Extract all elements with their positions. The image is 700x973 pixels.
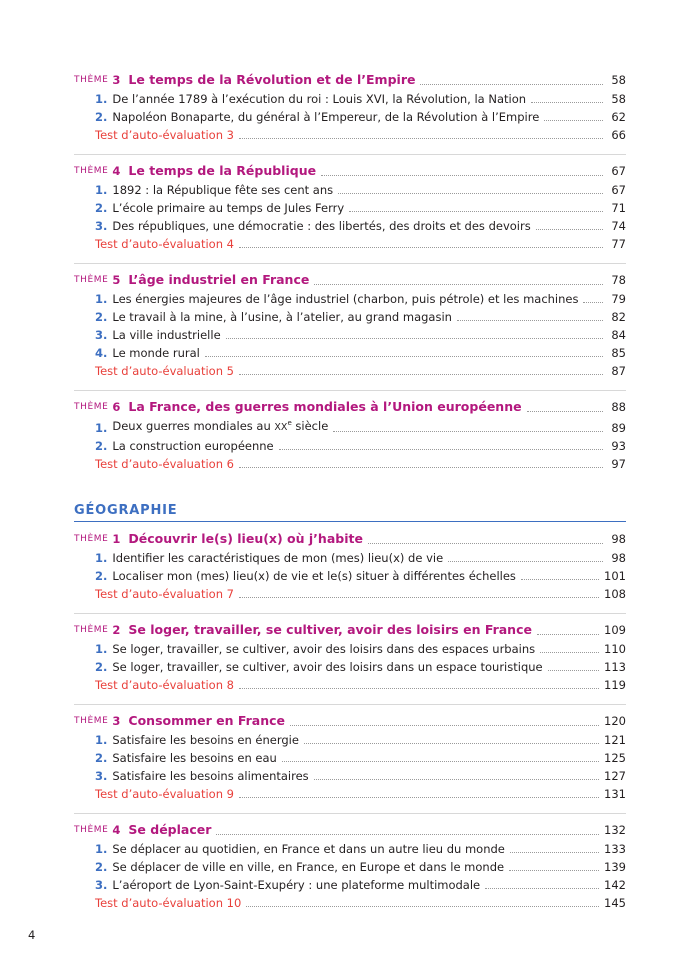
theme-row[interactable]: [74, 620, 626, 640]
chapter-number: 1.: [95, 551, 108, 565]
chapter-title: Se déplacer de ville en ville, en France, en Europe et dans le monde: [112, 860, 505, 874]
chapter-row[interactable]: [74, 199, 626, 217]
chapter-number: 3.: [95, 878, 108, 892]
chapter-number: 2.: [95, 201, 108, 215]
theme-label: THÈME: [74, 75, 109, 85]
chapter-title: Se déplacer au quotidien, en France et dans un autre lieu du monde: [112, 842, 505, 856]
dot-leader: [420, 84, 603, 85]
chapter-title: Satisfaire les besoins alimentaires: [112, 769, 309, 783]
chapter-page-number: 67: [611, 183, 626, 197]
dot-leader: [544, 120, 603, 121]
chapter-title: Les énergies majeures de l’âge industriel (charbon, puis pétrole) et les machines: [112, 292, 579, 306]
chapter-number: 4.: [95, 346, 108, 360]
theme-title: Se déplacer: [128, 822, 212, 837]
theme-row[interactable]: [74, 820, 626, 840]
theme-page-number: 67: [611, 164, 626, 178]
chapter-title: 1892 : la République fête ses cent ans: [112, 183, 334, 197]
dot-leader: [239, 138, 603, 139]
chapter-row[interactable]: [74, 290, 626, 308]
dot-leader: [485, 888, 599, 889]
theme-block: [74, 613, 626, 694]
theme-row[interactable]: [74, 70, 626, 90]
test-label: Test d’auto-évaluation 4: [95, 237, 234, 251]
theme-label: THÈME: [74, 534, 109, 544]
chapter-number: 1.: [95, 183, 108, 197]
theme-number: 2: [112, 623, 121, 637]
test-label: Test d’auto-évaluation 5: [95, 364, 234, 378]
chapter-row[interactable]: [74, 731, 626, 749]
chapter-row[interactable]: [74, 858, 626, 876]
test-row[interactable]: [74, 785, 626, 803]
test-label: Test d’auto-évaluation 10: [95, 896, 242, 910]
theme-number: 1: [112, 532, 121, 546]
test-label: Test d’auto-évaluation 8: [95, 678, 234, 692]
theme-label: THÈME: [74, 166, 109, 176]
century-numeral: XX: [274, 422, 288, 433]
dot-leader: [509, 870, 599, 871]
test-page-number: 131: [604, 787, 626, 801]
theme-row[interactable]: [74, 529, 626, 549]
theme-page-number: 132: [604, 823, 626, 837]
chapter-number: 1.: [95, 92, 108, 106]
chapter-row[interactable]: [74, 767, 626, 785]
test-page-number: 97: [611, 457, 626, 471]
theme-number: 3: [112, 73, 121, 87]
dot-leader: [349, 211, 603, 212]
theme-title: L’âge industriel en France: [128, 272, 310, 287]
chapter-title: Localiser mon (mes) lieu(x) de vie et le(s) situer à différentes échelles: [112, 569, 516, 583]
dot-leader: [314, 779, 599, 780]
dot-leader: [314, 284, 603, 285]
chapter-row[interactable]: [74, 437, 626, 455]
dot-leader: [338, 193, 603, 194]
chapter-page-number: 62: [611, 110, 626, 124]
theme-page-number: 58: [611, 73, 626, 87]
geographie-section: [74, 523, 626, 912]
chapter-number: 2.: [95, 751, 108, 765]
test-row[interactable]: [74, 676, 626, 694]
chapter-title: Le travail à la mine, à l’usine, à l’atelier, au grand magasin: [112, 310, 452, 324]
chapter-page-number: 84: [611, 328, 626, 342]
test-row[interactable]: [74, 235, 626, 253]
dot-leader: [531, 102, 603, 103]
dot-leader: [290, 725, 599, 726]
chapter-number: 2.: [95, 569, 108, 583]
dot-leader: [540, 652, 599, 653]
dot-leader: [521, 579, 599, 580]
dot-leader: [239, 374, 603, 375]
theme-number: 3: [112, 714, 121, 728]
chapter-page-number: 101: [604, 569, 626, 583]
chapter-row[interactable]: [74, 308, 626, 326]
chapter-number: 2.: [95, 310, 108, 324]
chapter-row[interactable]: [74, 108, 626, 126]
dot-leader: [510, 852, 599, 853]
chapter-title: De l’année 1789 à l’exécution du roi : Louis XVI, la Révolution, la Nation: [112, 92, 527, 106]
theme-label: THÈME: [74, 625, 109, 635]
theme-page-number: 78: [611, 273, 626, 287]
theme-row[interactable]: [74, 711, 626, 731]
dot-leader: [239, 247, 603, 248]
theme-row[interactable]: [74, 270, 626, 290]
theme-title: Se loger, travailler, se cultiver, avoir des loisirs en France: [128, 622, 532, 637]
chapter-page-number: 93: [611, 439, 626, 453]
theme-label: THÈME: [74, 825, 109, 835]
chapter-number: 3.: [95, 769, 108, 783]
chapter-title: Se loger, travailler, se cultiver, avoir des loisirs dans un espace touristique: [112, 660, 543, 674]
dot-leader: [536, 229, 603, 230]
dot-leader: [282, 761, 599, 762]
theme-title: La France, des guerres mondiales à l’Union européenne: [128, 399, 522, 414]
chapter-number: 3.: [95, 219, 108, 233]
chapter-row[interactable]: [74, 840, 626, 858]
theme-block: [74, 390, 626, 473]
theme-row[interactable]: [74, 161, 626, 181]
theme-number: 6: [112, 400, 121, 414]
chapter-title: Satisfaire les besoins en énergie: [112, 733, 299, 747]
test-label: Test d’auto-évaluation 3: [95, 128, 234, 142]
test-page-number: 119: [604, 678, 626, 692]
chapter-row[interactable]: [74, 658, 626, 676]
dot-leader: [205, 356, 603, 357]
chapter-row[interactable]: [74, 181, 626, 199]
chapter-row[interactable]: [74, 549, 626, 567]
chapter-number: 2.: [95, 660, 108, 674]
chapter-number: 2.: [95, 439, 108, 453]
chapter-title: Napoléon Bonaparte, du général à l’Empereur, de la Révolution à l’Empire: [112, 110, 540, 124]
theme-number: 4: [112, 164, 121, 178]
dot-leader: [321, 175, 603, 176]
chapter-row[interactable]: [74, 326, 626, 344]
test-page-number: 145: [604, 896, 626, 910]
dot-leader: [246, 906, 599, 907]
dot-leader: [226, 338, 603, 339]
theme-page-number: 88: [611, 400, 626, 414]
chapter-page-number: 121: [604, 733, 626, 747]
table-of-contents: [74, 64, 626, 922]
chapter-page-number: 139: [604, 860, 626, 874]
chapter-page-number: 82: [611, 310, 626, 324]
dot-leader: [279, 449, 603, 450]
theme-label: THÈME: [74, 402, 109, 412]
test-page-number: 108: [604, 587, 626, 601]
chapter-title: [112, 417, 328, 437]
chapter-row[interactable]: [74, 417, 626, 437]
chapter-number: 1.: [95, 642, 108, 656]
section-heading-geographie: GÉOGRAPHIE: [74, 503, 626, 522]
theme-block: [74, 523, 626, 603]
dot-leader: [537, 634, 599, 635]
chapter-page-number: 133: [604, 842, 626, 856]
chapter-page-number: 58: [611, 92, 626, 106]
theme-title: Le temps de la République: [128, 163, 317, 178]
chapter-page-number: 110: [604, 642, 626, 656]
dot-leader: [239, 597, 599, 598]
chapter-number: 1.: [95, 421, 108, 435]
chapter-row[interactable]: [74, 344, 626, 362]
chapter-page-number: 71: [611, 201, 626, 215]
theme-row[interactable]: [74, 397, 626, 417]
dot-leader: [583, 302, 603, 303]
dot-leader: [457, 320, 603, 321]
chapter-page-number: 113: [604, 660, 626, 674]
theme-label: THÈME: [74, 275, 109, 285]
theme-title: Consommer en France: [128, 713, 286, 728]
chapter-title: La ville industrielle: [112, 328, 221, 342]
dot-leader: [548, 670, 599, 671]
theme-page-number: 98: [611, 532, 626, 546]
chapter-page-number: 89: [611, 421, 626, 435]
chapter-title: Le monde rural: [112, 346, 200, 360]
chapter-page-number: 79: [611, 292, 626, 306]
chapter-number: 1.: [95, 292, 108, 306]
theme-block: [74, 813, 626, 912]
chapter-page-number: 125: [604, 751, 626, 765]
test-page-number: 66: [611, 128, 626, 142]
chapter-number: 2.: [95, 860, 108, 874]
dot-leader: [239, 688, 599, 689]
chapter-row[interactable]: [74, 876, 626, 894]
dot-leader: [448, 561, 603, 562]
chapter-row[interactable]: [74, 90, 626, 108]
histoire-section: [74, 64, 626, 473]
dot-leader: [239, 797, 599, 798]
theme-block: [74, 154, 626, 253]
chapter-title: Des républiques, une démocratie : des libertés, des droits et des devoirs: [112, 219, 531, 233]
theme-number: 5: [112, 273, 121, 287]
chapter-row[interactable]: [74, 640, 626, 658]
chapter-number: 1.: [95, 842, 108, 856]
test-label: Test d’auto-évaluation 6: [95, 457, 234, 471]
theme-block: [74, 704, 626, 803]
test-label: Test d’auto-évaluation 9: [95, 787, 234, 801]
dot-leader: [333, 431, 603, 432]
test-label: Test d’auto-évaluation 7: [95, 587, 234, 601]
theme-label: THÈME: [74, 716, 109, 726]
chapter-number: 1.: [95, 733, 108, 747]
chapter-number: 2.: [95, 110, 108, 124]
century-superscript: e: [287, 419, 292, 428]
test-row[interactable]: [74, 455, 626, 473]
chapter-title: La construction européenne: [112, 439, 274, 453]
theme-block: [74, 64, 626, 144]
test-page-number: 77: [611, 237, 626, 251]
dot-leader: [368, 543, 603, 544]
chapter-page-number: 98: [611, 551, 626, 565]
chapter-title: Satisfaire les besoins en eau: [112, 751, 277, 765]
test-row[interactable]: [74, 126, 626, 144]
chapter-row[interactable]: [74, 567, 626, 585]
theme-page-number: 120: [604, 714, 626, 728]
theme-title: Découvrir le(s) lieu(x) où j’habite: [128, 531, 363, 546]
test-row[interactable]: [74, 894, 626, 912]
theme-page-number: 109: [604, 623, 626, 637]
chapter-row[interactable]: [74, 749, 626, 767]
dot-leader: [304, 743, 599, 744]
chapter-title: Identifier les caractéristiques de mon (mes) lieu(x) de vie: [112, 551, 444, 565]
chapter-title: Se loger, travailler, se cultiver, avoir des loisirs dans des espaces urbains: [112, 642, 536, 656]
chapter-row[interactable]: [74, 217, 626, 235]
chapter-title: L’aéroport de Lyon-Saint-Exupéry : une plateforme multimodale: [112, 878, 481, 892]
chapter-title: L’école primaire au temps de Jules Ferry: [112, 201, 345, 215]
chapter-page-number: 127: [604, 769, 626, 783]
theme-number: 4: [112, 823, 121, 837]
test-row[interactable]: [74, 585, 626, 603]
dot-leader: [216, 834, 599, 835]
chapter-page-number: 85: [611, 346, 626, 360]
chapter-title-part: siècle: [291, 419, 329, 433]
test-page-number: 87: [611, 364, 626, 378]
chapter-title-part: Deux guerres mondiales au: [112, 419, 275, 433]
chapter-page-number: 142: [604, 878, 626, 892]
page-number: 4: [28, 928, 36, 942]
theme-block: [74, 263, 626, 380]
chapter-page-number: 74: [611, 219, 626, 233]
theme-title: Le temps de la Révolution et de l’Empire: [128, 72, 416, 87]
dot-leader: [239, 467, 603, 468]
test-row[interactable]: [74, 362, 626, 380]
dot-leader: [527, 411, 603, 412]
chapter-number: 3.: [95, 328, 108, 342]
